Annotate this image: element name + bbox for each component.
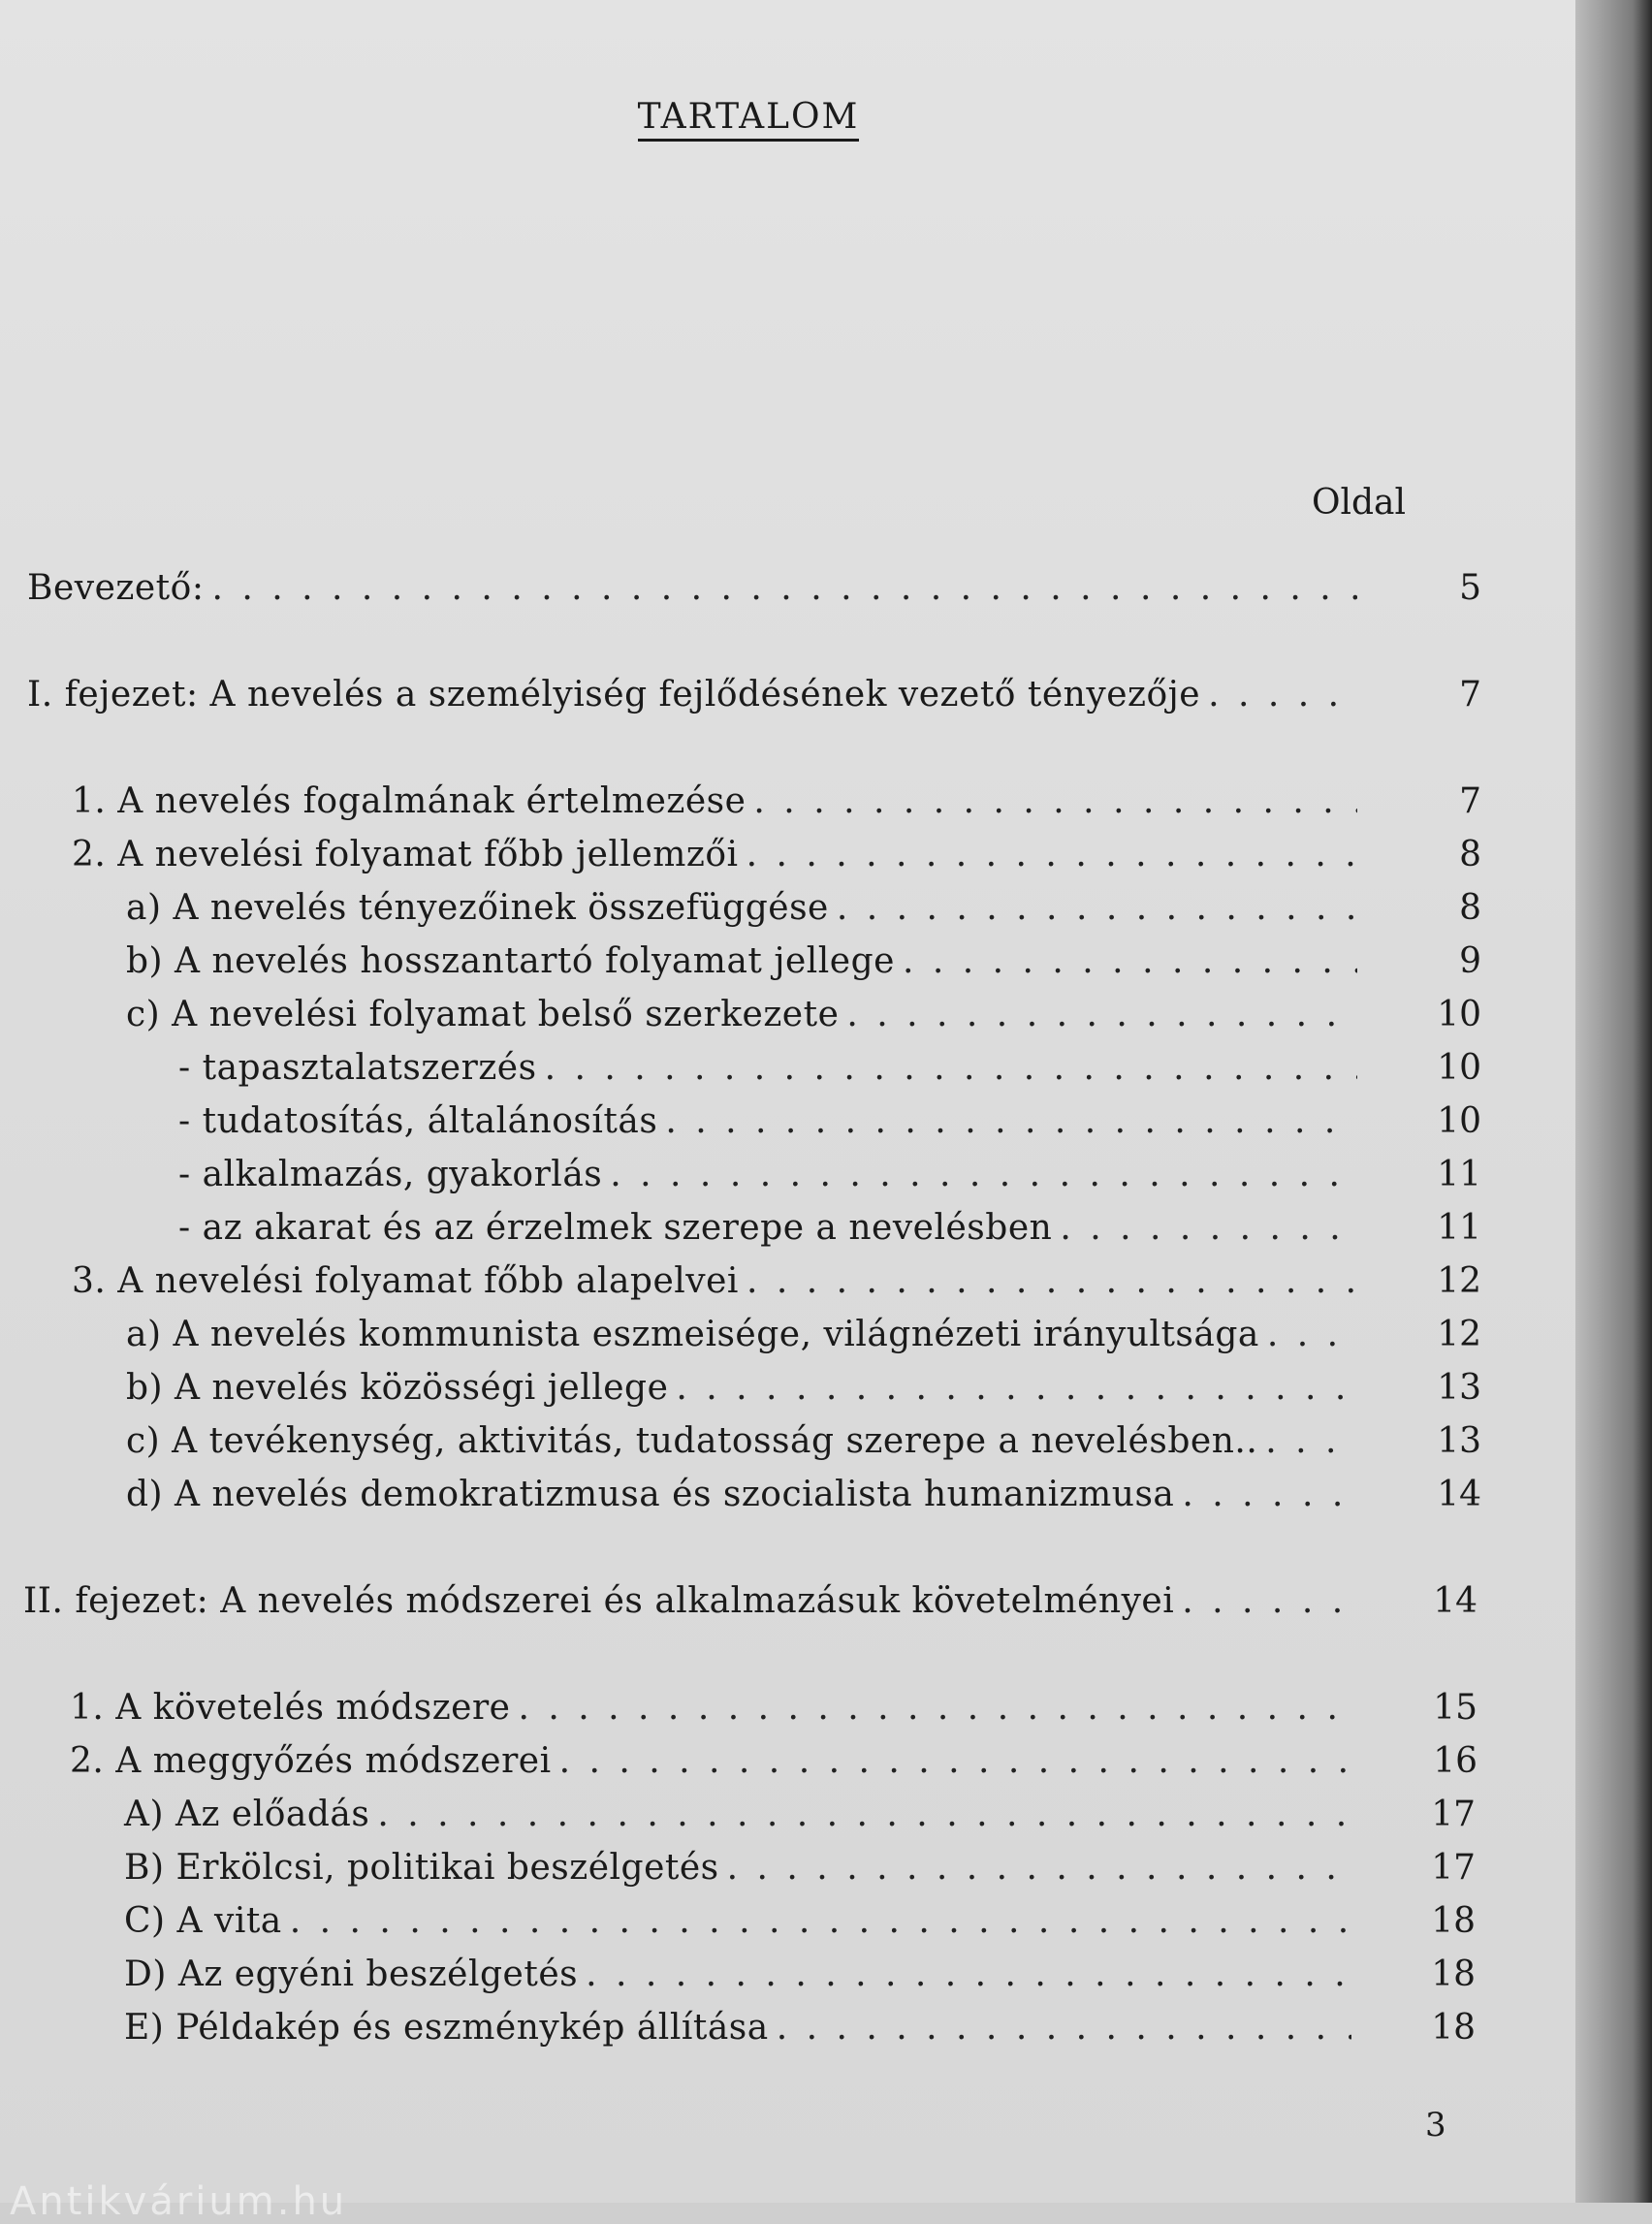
toc-entry-subsection [126, 941, 1481, 990]
toc-entry-page: 8 [1459, 888, 1481, 928]
toc-entry-page: 18 [1431, 1901, 1476, 1941]
toc-entry-section [72, 835, 1481, 883]
toc-entry-page: 11 [1437, 1155, 1481, 1194]
toc-entry-label: - az akarat és az érzelmek szerepe a nevelésben [178, 1208, 1053, 1248]
title-text: TARTALOM [638, 97, 860, 142]
toc-entry-subsection [124, 1795, 1476, 1843]
toc-entry-label: c) A tevékenység, aktivitás, tudatosság szerepe a nevelésben.. [126, 1421, 1258, 1461]
toc-entry-page: 10 [1437, 1048, 1481, 1088]
toc-entry-subsection [126, 995, 1481, 1043]
toc-entry-page: 17 [1431, 1795, 1476, 1834]
toc-entry-label: I. fejezet: A nevelés a személyiség fejlődésének vezető tényezője [27, 675, 1201, 715]
toc-entry-page: 7 [1459, 781, 1481, 821]
toc-entry-label: c) A nevelési folyamat belső szerkezete [126, 995, 840, 1034]
toc-entry-label: Bevezető: [27, 568, 205, 608]
toc-entry-page: 12 [1437, 1315, 1481, 1354]
toc-entry-label: a) A nevelés kommunista eszmeisége, világnézeti irányultsága [126, 1315, 1259, 1354]
toc-entry-page: 12 [1437, 1261, 1481, 1301]
toc-entry-page: 11 [1437, 1208, 1481, 1248]
toc-entry-page: 18 [1431, 1954, 1476, 1994]
toc-entry-page: 14 [1437, 1475, 1481, 1514]
watermark: Antikvárium.hu [10, 2179, 348, 2224]
toc-entry-page: 5 [1459, 568, 1481, 608]
page-title [0, 97, 1497, 137]
toc-entry-section [72, 1261, 1481, 1310]
toc-entry-page: 10 [1437, 995, 1481, 1034]
toc-entry-page: 14 [1433, 1581, 1477, 1621]
toc-entry-label: A) Az előadás [124, 1795, 370, 1834]
toc-entry-introduction [27, 568, 1481, 617]
toc-entry-item [178, 1208, 1481, 1256]
page-column-header: Oldal [1311, 483, 1406, 523]
toc-entry-label: D) Az egyéni beszélgetés [124, 1954, 579, 1994]
toc-entry-subsection [126, 1475, 1481, 1523]
toc-entry-section [70, 1741, 1477, 1790]
toc-entry-page: 8 [1459, 835, 1481, 874]
toc-entry-item [178, 1101, 1481, 1150]
toc-entry-subsection [124, 1848, 1476, 1896]
page-number: 3 [1425, 2106, 1446, 2145]
toc-entry-page: 15 [1433, 1688, 1477, 1728]
toc-entry-label: C) A vita [124, 1901, 282, 1941]
toc-entry-page: 18 [1431, 2008, 1476, 2048]
toc-entry-label: 3. A nevelési folyamat főbb alapelvei [72, 1261, 739, 1301]
toc-entry-label: 1. A követelés módszere [70, 1688, 511, 1728]
book-binding-edge [1575, 0, 1652, 2203]
toc-entry-page: 13 [1437, 1368, 1481, 1408]
toc-entry-subsection [126, 1315, 1481, 1363]
toc-entry-page: 16 [1433, 1741, 1477, 1781]
toc-entry-label: 2. A nevelési folyamat főbb jellemzői [72, 835, 739, 874]
toc-entry-section [70, 1688, 1477, 1736]
toc-entry-item [178, 1155, 1481, 1203]
toc-entry-subsection [124, 2008, 1476, 2056]
toc-entry-page: 9 [1459, 941, 1481, 981]
toc-entry-subsection [126, 888, 1481, 937]
toc-entry-page: 10 [1437, 1101, 1481, 1141]
toc-entry-label: b) A nevelés hosszantartó folyamat jellege [126, 941, 895, 981]
toc-entry-label: B) Erkölcsi, politikai beszélgetés [124, 1848, 719, 1888]
toc-entry-label: 1. A nevelés fogalmának értelmezése [72, 781, 747, 821]
toc-entry-subsection [124, 1901, 1476, 1950]
toc-entry-label: - tudatosítás, általánosítás [178, 1101, 658, 1141]
toc-entry-chapter-1 [27, 675, 1481, 723]
toc-entry-label: - tapasztalatszerzés [178, 1048, 537, 1088]
toc-entry-subsection [126, 1421, 1481, 1470]
toc-entry-label: b) A nevelés közösségi jellege [126, 1368, 669, 1408]
toc-entry-item [178, 1048, 1481, 1096]
toc-entry-label: - alkalmazás, gyakorlás [178, 1155, 603, 1194]
toc-entry-page: 17 [1431, 1848, 1476, 1888]
toc-entry-chapter-2 [23, 1581, 1477, 1630]
toc-entry-page: 13 [1437, 1421, 1481, 1461]
toc-entry-label: 2. A meggyőzés módszerei [70, 1741, 552, 1781]
toc-entry-label: E) Példakép és eszménykép állítása [124, 2008, 769, 2048]
toc-entry-subsection [126, 1368, 1481, 1416]
toc-entry-page: 7 [1459, 675, 1481, 715]
toc-entry-label: d) A nevelés demokratizmusa és szocialista humanizmusa [126, 1475, 1175, 1514]
toc-entry-label: II. fejezet: A nevelés módszerei és alkalmazásuk követelményei [23, 1581, 1175, 1621]
toc-entry-subsection [124, 1954, 1476, 2003]
toc-entry-section [72, 781, 1481, 830]
toc-entry-label: a) A nevelés tényezőinek összefüggése [126, 888, 829, 928]
